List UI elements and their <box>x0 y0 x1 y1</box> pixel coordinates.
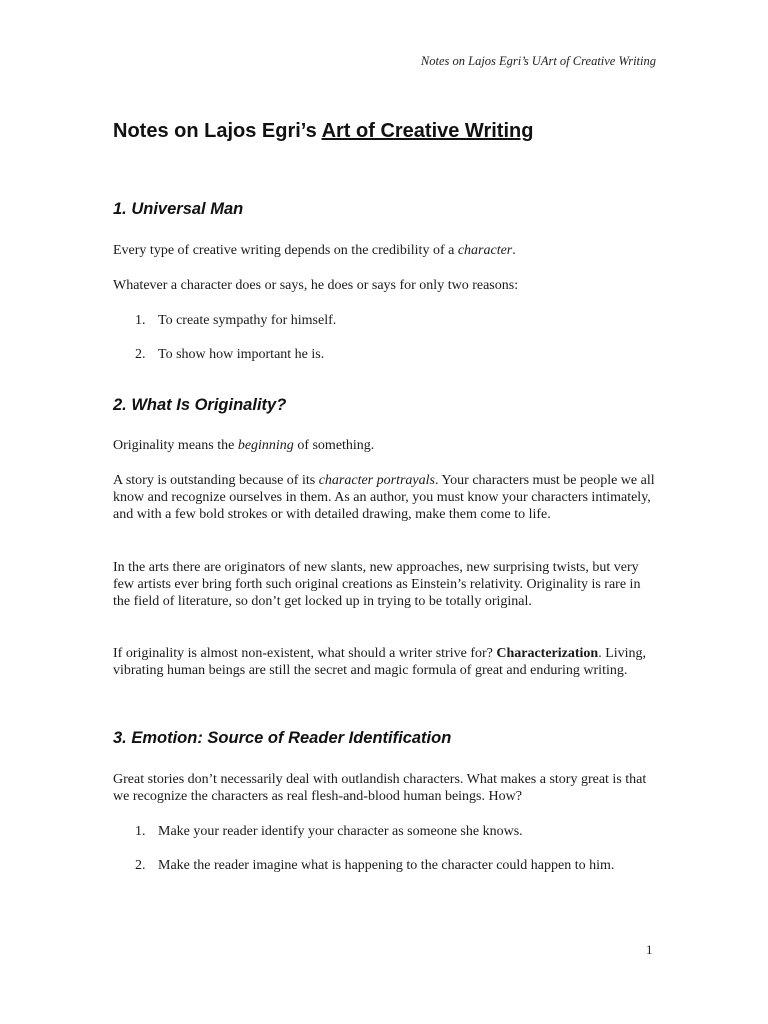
list-item: 1. Make your reader identify your character as someone she knows. <box>135 824 523 839</box>
section-2-paragraph-3: In the arts there are originators of new slants, new approaches, new surprising twists, but very few artists ever bring forth such original creations as Einstein’s relativity. Originality is rare in the field of literature, so don’t get locked up in trying to be totally original. <box>113 560 641 610</box>
list-item: 2. To show how important he is. <box>135 347 325 362</box>
section-2-paragraph-1: Originality means the beginning of something. <box>113 438 375 453</box>
title-prefix: Notes on Lajos Egri’s <box>113 120 322 142</box>
section-1-heading: 1. Universal Man <box>113 200 244 218</box>
section-2-paragraph-4: If originality is almost non-existent, what should a writer strive for? Characterization. Living, vibrating human beings are still the secret and magic formula of great and enduring writing. <box>113 646 647 679</box>
list-item: 2. Make the reader imagine what is happening to the character could happen to him. <box>135 858 615 873</box>
title-book-name: Art of Creative Writing <box>321 120 534 142</box>
list-item: 1. To create sympathy for himself. <box>135 313 337 328</box>
page-title <box>113 120 533 143</box>
running-header: Notes on Lajos Egri’s UArt of Creative Writing <box>420 54 656 68</box>
section-3-paragraph-1: Great stories don’t necessarily deal with outlandish characters. What makes a story great is that we recognize the characters as real flesh-and-blood human beings. How? <box>113 772 647 805</box>
section-2-heading: 2. What Is Originality? <box>113 396 287 414</box>
section-2-paragraph-2: A story is outstanding because of its character portrayals. Your characters must be people we all know and recognize ourselves in them. As an author, you must know your characters intimately, and with a few bold strokes or with detailed drawing, make them come to life. <box>113 473 655 523</box>
section-3-heading: 3. Emotion: Source of Reader Identification <box>113 729 452 747</box>
section-1-paragraph-1: Every type of creative writing depends on the credibility of a character. <box>113 243 516 258</box>
section-1-paragraph-2: Whatever a character does or says, he does or says for only two reasons: <box>113 278 519 293</box>
page-number: 1 <box>646 942 653 957</box>
